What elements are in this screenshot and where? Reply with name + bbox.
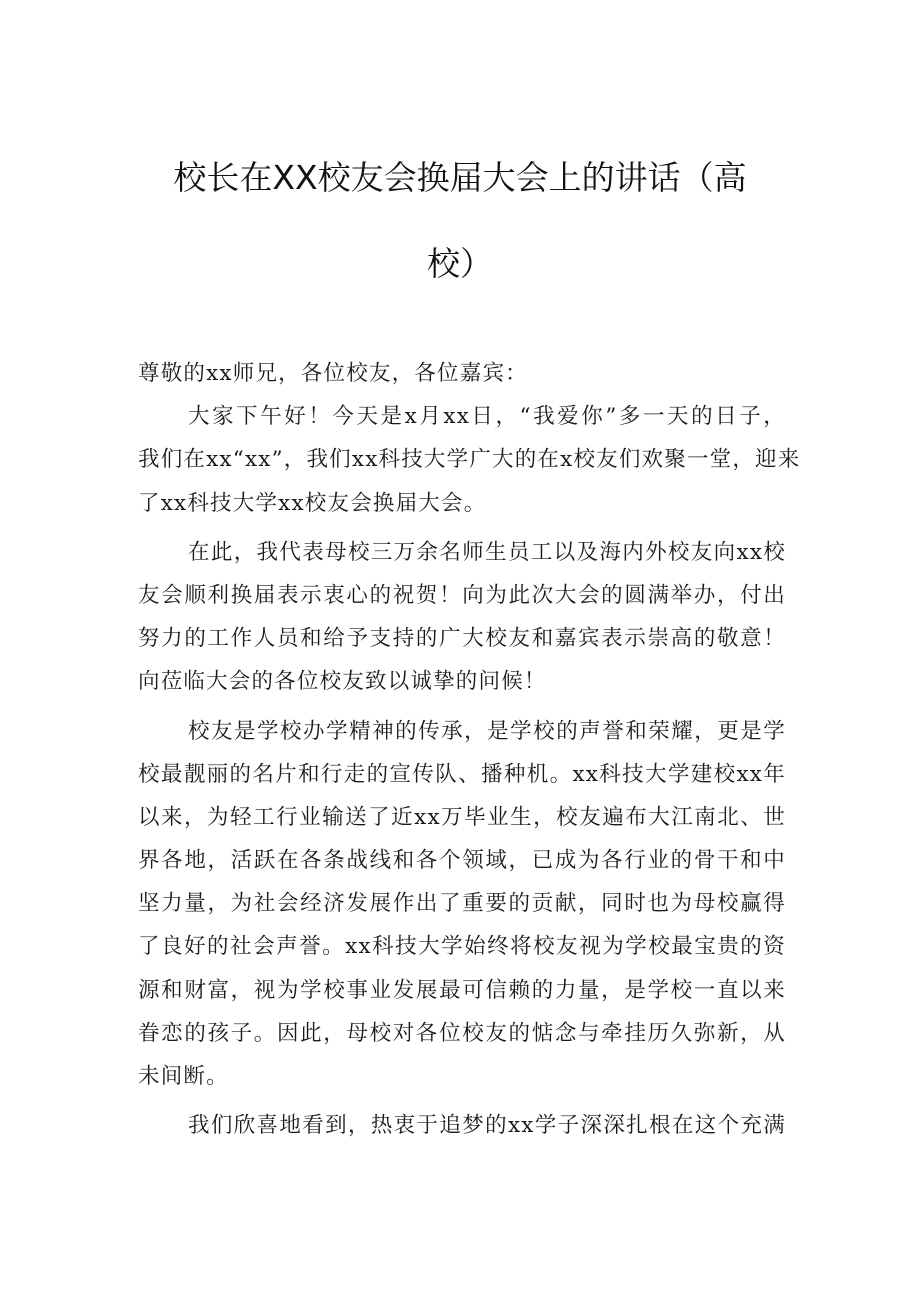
document-title-line-1: 校长在XX校友会换届大会上的讲话（高 xyxy=(173,158,747,197)
paragraph-line: 界各地，活跃在各条战线和各个领域，已成为各行业的骨干和中 xyxy=(138,848,786,874)
paragraph-line: 我们欣喜地看到，热衷于追梦的xx学子深深扎根在这个充满 xyxy=(188,1113,786,1139)
document-body xyxy=(138,352,801,1147)
paragraph-line: 向莅临大会的各位校友致以诚挚的问候！ xyxy=(138,669,547,695)
paragraph-line: 努力的工作人员和给予支持的广大校友和嘉宾表示崇高的敬意！ xyxy=(138,626,786,652)
paragraph-line: 友会顺利换届表示衷心的祝贺！向为此次大会的圆满举办，付出 xyxy=(138,582,786,608)
paragraph-line: 未间断。 xyxy=(138,1064,229,1089)
document-title-line-2: 校） xyxy=(427,244,493,283)
paragraph-1 xyxy=(138,395,801,525)
salutation: 尊敬的xx师兄，各位校友，各位嘉宾： xyxy=(138,361,528,386)
paragraph-3 xyxy=(138,710,786,1099)
paragraph-line: 以来，为轻工行业输送了近xx万毕业生，校友遍布大江南北、世 xyxy=(138,804,786,830)
paragraph-line: 大家下午好！今天是x月xx日，“我爱你”多一天的日子， xyxy=(188,404,786,430)
paragraph-2 xyxy=(138,531,786,704)
paragraph-4 xyxy=(138,1104,786,1147)
paragraph-line: 坚力量，为社会经济发展作出了重要的贡献，同时也为母校赢得 xyxy=(138,891,786,917)
paragraph-line: 在此，我代表母校三万余名师生员工以及海内外校友向xx校 xyxy=(188,539,786,565)
paragraph-line: 校友是学校办学精神的传承，是学校的声誉和荣耀，更是学 xyxy=(188,718,786,744)
paragraph-line: 源和财富，视为学校事业发展最可信赖的力量，是学校一直以来 xyxy=(138,977,786,1003)
paragraph-line: 校最靓丽的名片和行走的宣传队、播种机。xx科技大学建校xx年 xyxy=(138,761,786,787)
paragraph-line: 我们在xx“xx”，我们xx科技大学广大的在x校友们欢聚一堂，迎来 xyxy=(138,447,801,473)
paragraph-line: 了良好的社会声誉。xx科技大学始终将校友视为学校最宝贵的资 xyxy=(138,934,786,960)
paragraph-line: 眷恋的孩子。因此，母校对各位校友的惦念与牵挂历久弥新，从 xyxy=(138,1020,786,1046)
paragraph-line: 了xx科技大学xx校友会换届大会。 xyxy=(138,490,487,516)
